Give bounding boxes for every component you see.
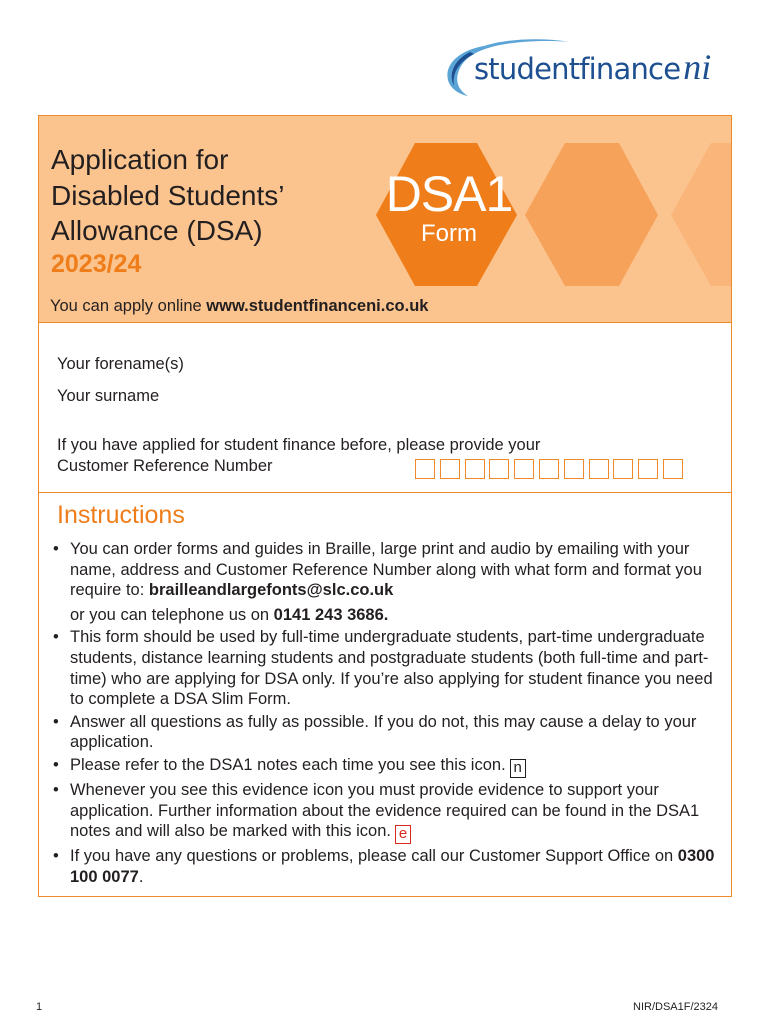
page-number: 1: [36, 1001, 43, 1013]
form-word: Form: [421, 220, 477, 247]
form-code: DSA1: [385, 166, 513, 222]
instruction-text: If you have any questions or problems, please call our Customer Support Office on: [70, 847, 674, 866]
apply-online-line: [50, 297, 428, 316]
instruction-item-evidence-icon: [51, 780, 723, 844]
instruction-text: This form should be used by full-time undergraduate students, part-time undergraduate students, distance learning students and postgraduate students (both full-time and part-time) who are applying for DSA only. If you’re also applying for student finance you need to complete a DSA Slim Form.: [70, 628, 713, 709]
telephone-number: 0141 243 3686.: [273, 605, 389, 624]
evidence-icon: e: [395, 825, 411, 844]
braille-email-link[interactable]: brailleandlargefonts@slc.co.uk: [148, 581, 394, 600]
crn-digit-input[interactable]: [663, 459, 683, 479]
crn-digit-input[interactable]: [440, 459, 460, 479]
instruction-item-eligibility: [51, 627, 723, 709]
crn-digit-input[interactable]: [489, 459, 509, 479]
logo-text-main: studentfinance: [474, 52, 681, 86]
telephone-line: [70, 605, 723, 626]
form-title: Application for Disabled Students’ Allowance (DSA): [51, 144, 285, 246]
logo-wordmark: [474, 46, 711, 88]
crn-input-boxes: [415, 459, 688, 479]
crn-digit-input[interactable]: [613, 459, 633, 479]
instruction-text: You can order forms and guides in Braille, large print and audio by emailing with your name, address and Customer Reference Number along with what form and format you require to:: [70, 540, 702, 600]
instructions-section: [38, 492, 732, 897]
notes-icon: n: [510, 759, 526, 778]
crn-digit-input[interactable]: [564, 459, 584, 479]
apply-online-link[interactable]: www.studentfinanceni.co.uk: [206, 297, 429, 315]
instruction-item-notes-icon: [51, 755, 723, 778]
instruction-item-support: [51, 846, 723, 887]
header-panel: [38, 115, 732, 323]
apply-online-prefix: You can apply online: [50, 297, 202, 315]
crn-digit-input[interactable]: [589, 459, 609, 479]
crn-digit-input[interactable]: [514, 459, 534, 479]
student-finance-ni-logo: [440, 36, 740, 102]
form-year: 2023/24: [51, 250, 142, 278]
instruction-text: Whenever you see this evidence icon you must provide evidence to support your application. Further information about the evidence required can be found in the DSA1 notes and will also be marked with this icon.: [70, 780, 700, 841]
logo-text-ni: ni: [683, 47, 712, 87]
instructions-list: [51, 539, 723, 889]
instruction-text: Please refer to the DSA1 notes each time you see this icon.: [70, 755, 506, 774]
crn-digit-input[interactable]: [539, 459, 559, 479]
surname-label: Your surname: [57, 387, 160, 405]
forename-label: Your forename(s): [57, 355, 184, 373]
crn-prompt-line1: If you have applied for student finance before, please provide your: [57, 436, 541, 454]
support-phone-number: 0300 100 0077: [70, 847, 715, 886]
crn-digit-input[interactable]: [638, 459, 658, 479]
personal-details-section: [38, 323, 732, 493]
instructions-heading: Instructions: [57, 501, 185, 529]
telephone-prefix: or you can telephone us on: [70, 605, 270, 624]
crn-prompt-line2: Customer Reference Number: [57, 457, 273, 475]
crn-digit-input[interactable]: [415, 459, 435, 479]
instruction-text: Answer all questions as fully as possible. If you do not, this may cause a delay to your application.: [70, 712, 697, 752]
instruction-item-alt-formats: [51, 539, 723, 625]
instruction-suffix: .: [138, 867, 144, 886]
document-code: NIR/DSA1F/2324: [633, 1001, 718, 1013]
crn-digit-input[interactable]: [465, 459, 485, 479]
instruction-item-answer-fully: [51, 712, 723, 753]
